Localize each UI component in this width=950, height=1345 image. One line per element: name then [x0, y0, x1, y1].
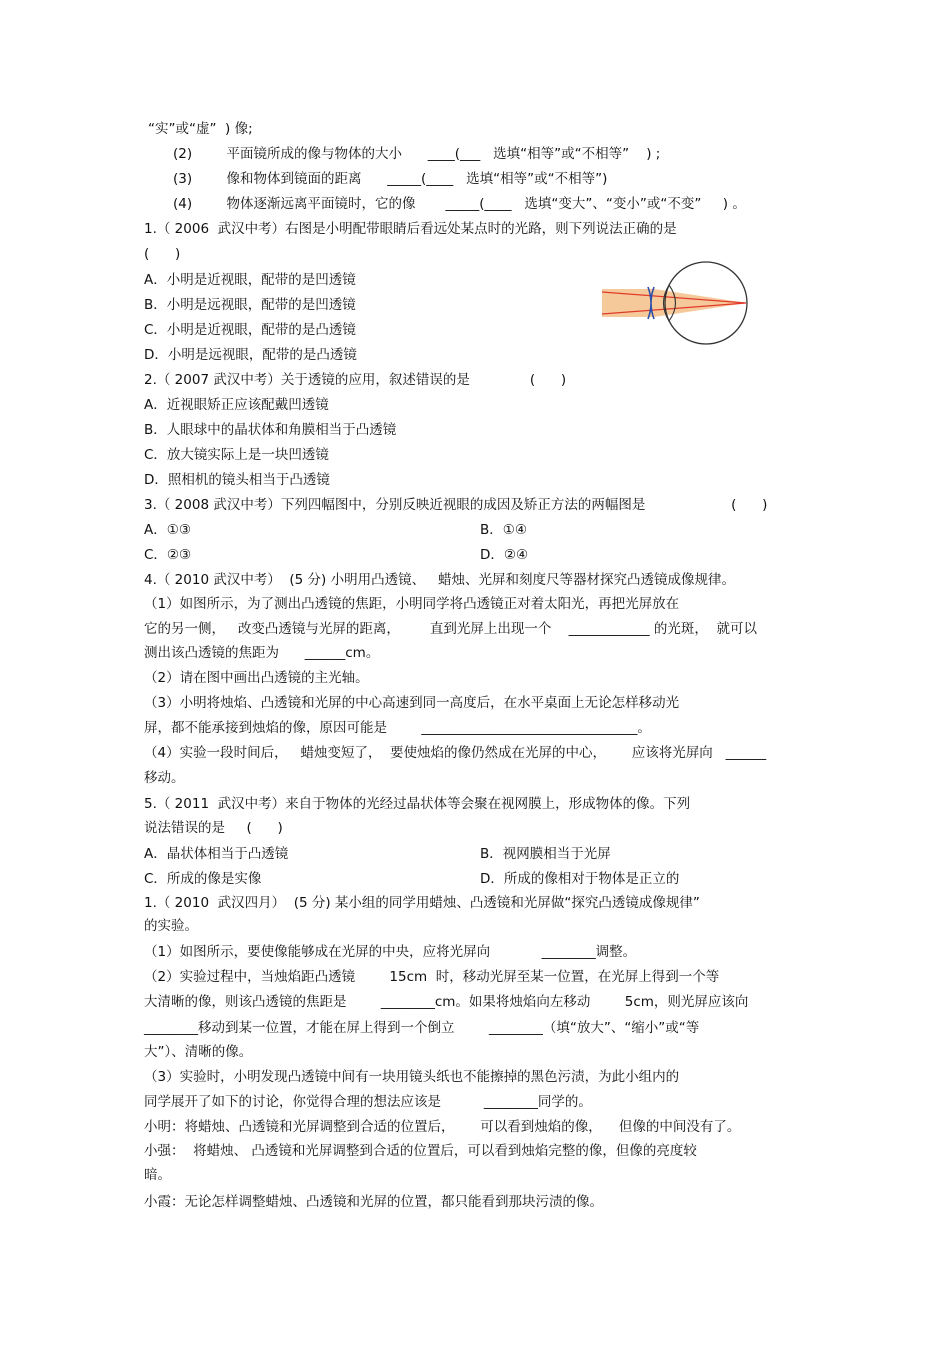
option-b: B．视网膜相当于光屏 [480, 846, 611, 862]
option-b: B．①④ [480, 522, 527, 538]
text-line: ________移动到某一位置，才能在屏上得到一个倒立 ________（填“放大”、“缩小”或“等 [144, 1020, 700, 1036]
text-line: 同学展开了如下的讨论，你觉得合理的想法应该是 ________同学的。 [144, 1094, 592, 1110]
option-d: D．②④ [480, 547, 529, 563]
option-a: A．小明是近视眼，配带的是凹透镜 [144, 272, 356, 288]
text-line: （1）如图所示，为了测出凸透镜的焦距，小明同学将凸透镜正对着太阳光，再把光屏放在 [144, 596, 680, 612]
text-line: 大”）、清晰的像。 [144, 1044, 253, 1060]
option-b: B．小明是远视眼，配带的是凹透镜 [144, 297, 356, 313]
option-c: C．②③ [144, 547, 192, 563]
option-d: D．所成的像相对于物体是正立的 [480, 871, 680, 887]
text-line: 测出该凸透镜的焦距为 ______cm。 [144, 645, 380, 661]
text-line: （1）如图所示，要使像能够成在光屏的中央，应将光屏向 ________调整。 [144, 944, 637, 960]
option-d: D．照相机的镜头相当于凸透镜 [144, 472, 330, 488]
text-line: (3) 像和物体到镜面的距离 _____(____ 选填“相等”或“不相等”) [173, 171, 608, 187]
text-line: （3）小明将烛焰、凸透镜和光屏的中心高速到同一高度后，在水平桌面上无论怎样移动光 [144, 695, 680, 711]
option-d: D．小明是远视眼，配带的是凸透镜 [144, 347, 357, 363]
text-line: 它的另一侧， 改变凸透镜与光屏的距离， 直到光屏上出现一个 ____________ 的光斑， 就可以 [144, 621, 757, 637]
text-line: 移动。 [144, 770, 185, 786]
text-line: 大清晰的像，则该凸透镜的焦距是 ________cm。如果将烛焰向左移动 5cm，则光屏应该向 [144, 994, 749, 1010]
option-a: A．近视眼矫正应该配戴凹透镜 [144, 397, 329, 413]
question-3-stem: 3.（ 2008 武汉中考）下列四幅图中，分别反映近视眼的成因及矫正方法的两幅图是 ( ) [144, 497, 768, 513]
text-line: （3）实验时，小明发现凸透镜中间有一块用镜头纸也不能擦掉的黑色污渍，为此小组内的 [144, 1069, 680, 1085]
option-c: C．所成的像是实像 [144, 871, 262, 887]
question-5-stem: 5.（ 2011 武汉中考）来自于物体的光经过晶状体等会聚在视网膜上，形成物体的像。下列 [144, 796, 691, 812]
answer-bracket: ( ) [144, 246, 181, 262]
text-line: 小霞：无论怎样调整蜡烛、凸透镜和光屏的位置，都只能看到那块污渍的像。 [144, 1194, 603, 1210]
option-a: A．①③ [144, 522, 191, 538]
text-line: （2）请在图中画出凸透镜的主光轴。 [144, 670, 369, 686]
option-c: C．小明是近视眼，配带的是凸透镜 [144, 322, 356, 338]
eye-lens-diagram [602, 257, 752, 347]
question-1-stem: 1.（ 2006 武汉中考）右图是小明配带眼睛后看远处某点时的光路，则下列说法正确的是 [144, 221, 677, 237]
question-6-stem: 1.（ 2010 武汉四月） (5 分) 某小组的同学用蜡烛、凸透镜和光屏做“探究凸透镜成像规律” [144, 895, 700, 911]
text-line: （2）实验过程中，当烛焰距凸透镜 15cm 时，移动光屏至某一位置，在光屏上得到一个等 [144, 969, 720, 985]
option-b: B．人眼球中的晶状体和角膜相当于凸透镜 [144, 422, 397, 438]
text-line: “实”或“虚” ) 像; [148, 121, 253, 137]
text-line: (2) 平面镜所成的像与物体的大小 ____(___ 选填“相等”或“不相等” ) ; [173, 146, 661, 162]
option-a: A．晶状体相当于凸透镜 [144, 846, 289, 862]
text-line: 屏，都不能承接到烛焰的像，原因可能是 ________________________________。 [144, 720, 651, 736]
question-4-stem: 4.（ 2010 武汉中考） (5 分) 小明用凸透镜、 蜡烛、光屏和刻度尺等器材探究凸透镜成像规律。 [144, 572, 735, 588]
text-line: 小明：将蜡烛、凸透镜和光屏调整到合适的位置后， 可以看到烛焰的像， 但像的中间没有了。 [144, 1119, 741, 1135]
text-line: (4) 物体逐渐远离平面镜时，它的像 _____(____ 选填“变大”、“变小”或“不变” ) 。 [173, 196, 746, 212]
option-c: C．放大镜实际上是一块凹透镜 [144, 447, 329, 463]
text-line: （4）实验一段时间后， 蜡烛变短了， 要使烛焰的像仍然成在光屏的中心， 应该将光屏向 ______ [144, 745, 767, 761]
text-line: 说法错误的是 ( ) [144, 820, 283, 836]
question-2-stem: 2.（ 2007 武汉中考）关于透镜的应用，叙述错误的是 ( ) [144, 372, 567, 388]
text-line: 的实验。 [144, 918, 198, 934]
text-line: 暗。 [144, 1167, 171, 1183]
text-line: 小强： 将蜡烛、 凸透镜和光屏调整到合适的位置后，可以看到烛焰完整的像，但像的亮度较 [144, 1143, 697, 1159]
